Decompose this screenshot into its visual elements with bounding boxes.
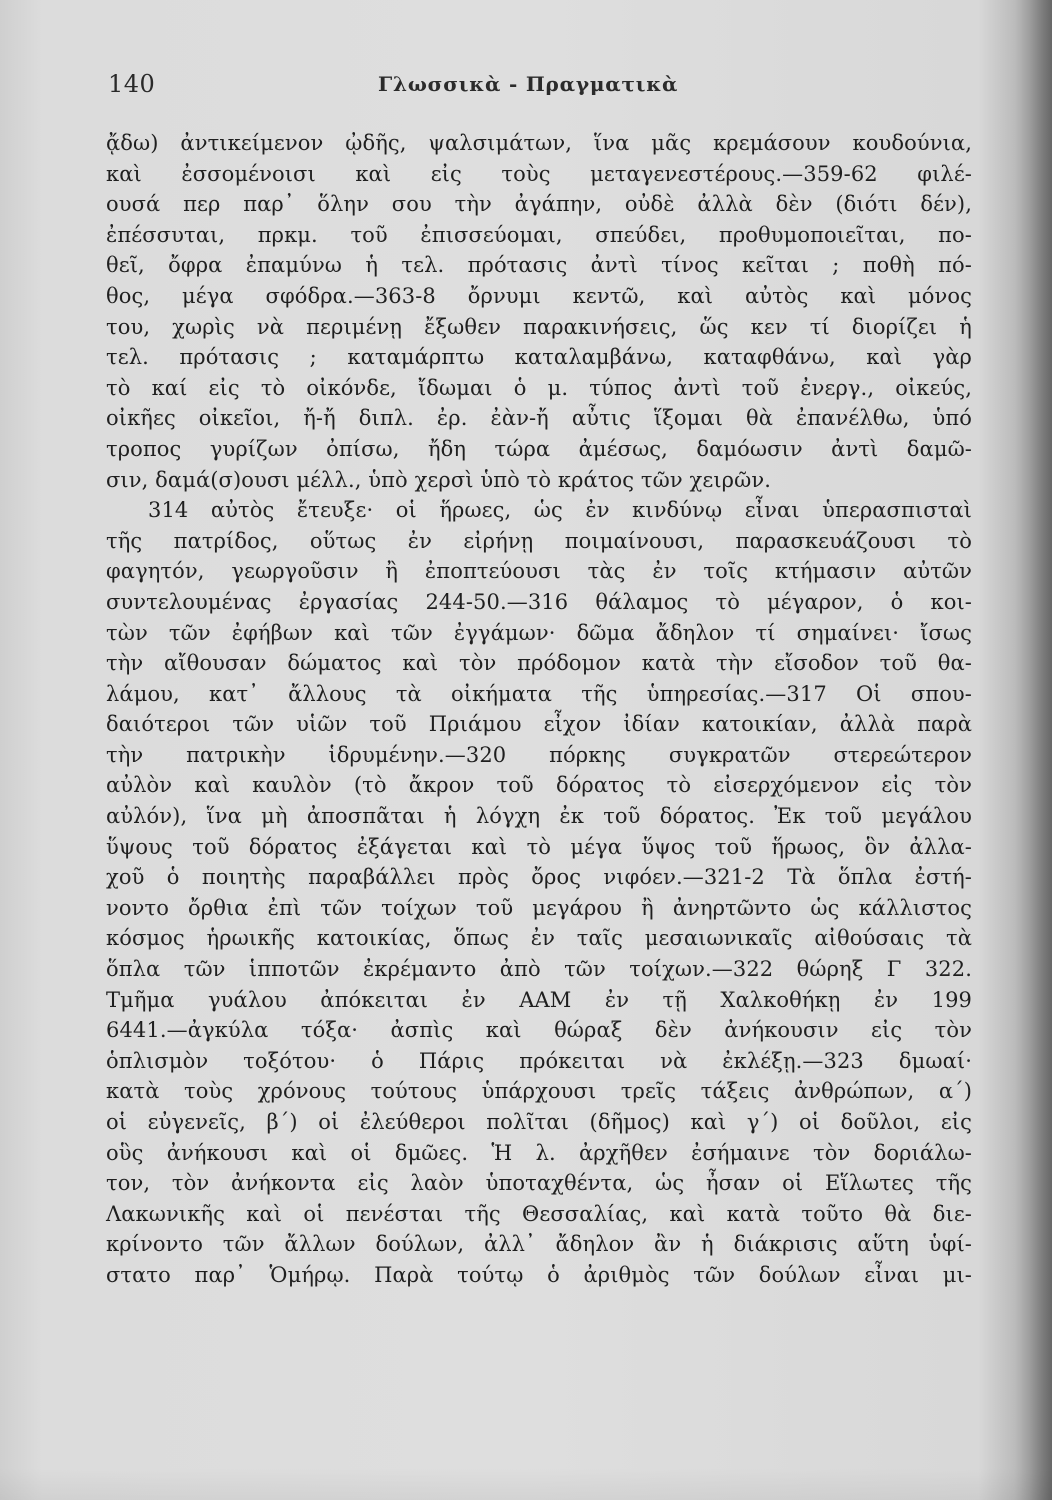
text-line: Τμῆμα γυάλου ἀπόκειται ἐν ΑΑΜ ἐν τῇ Χαλκοθήκῃ ἐν 199 xyxy=(106,987,972,1012)
text-line: καὶ ἐσσομένοισι καὶ εἰς τοὺς μεταγενεστέρους.—359-62 φιλέ- xyxy=(106,161,972,186)
text-line: τὴν αἴθουσαν δώματος καὶ τὸν πρόδομον κατὰ τὴν εἴσοδον τοῦ θα- xyxy=(106,651,972,676)
page-header xyxy=(108,70,968,110)
text-line: λάμου, κατ᾽ ἄλλους τὰ οἰκήματα τῆς ὑπηρεσίας.—317 Οἱ σπου- xyxy=(106,681,972,706)
text-line: συντελουμένας ἐργασίας 244-50.—316 θάλαμος τὸ μέγαρον, ὁ κοι- xyxy=(106,589,972,614)
text-line: τὼν τῶν ἐφήβων καὶ τῶν ἐγγάμων· δῶμα ἄδηλον τί σημαίνει· ἴσως xyxy=(106,620,972,645)
text-line: ὅπλα τῶν ἱπποτῶν ἐκρέμαντο ἀπὸ τῶν τοίχων.—322 θώρηξ Γ 322. xyxy=(106,957,972,982)
text-line: θεῖ, ὄφρα ἐπαμύνω ἡ τελ. πρότασις ἀντὶ τίνος κεῖται ; ποθὴ πό- xyxy=(106,253,972,278)
text-line: αὐλόν), ἵνα μὴ ἀποσπᾶται ἡ λόγχη ἐκ τοῦ δόρατος. Ἐκ τοῦ μεγάλου xyxy=(106,804,972,829)
page-bottom-shade xyxy=(0,1468,1052,1500)
text-line: οἰκῆες οἰκεῖοι, ἤ-ἤ διπλ. ἐρ. ἐὰν-ἤ αὖτις ἵξομαι θὰ ἐπανέλθω, ὑπό xyxy=(106,406,972,431)
commentary-text xyxy=(106,128,972,1291)
text-line: 314 αὐτὸς ἔτευξε· οἱ ἥρωες, ὡς ἐν κινδύνῳ εἶναι ὑπερασπισταὶ xyxy=(148,498,972,523)
text-line: ουσά περ παρ᾽ ὅλην σου τὴν ἀγάπην, οὐδὲ ἀλλὰ δὲν (διότι δέν), xyxy=(106,192,972,217)
text-line: ὕψους τοῦ δόρατος ἐξάγεται καὶ τὸ μέγα ὕψος τοῦ ἥρωος, ὃν ἀλλα- xyxy=(106,834,972,859)
text-line: κατὰ τοὺς χρόνους τούτους ὑπάρχουσι τρεῖς τάξεις ἀνθρώπων, α΄) xyxy=(106,1079,972,1104)
text-line: τῆς πατρίδος, οὕτως ἐν εἰρήνῃ ποιμαίνουσι, παρασκευάζουσι τὸ xyxy=(106,528,972,553)
text-line: φαγητόν, γεωργοῦσιν ἢ ἐποπτεύουσι τὰς ἐν τοῖς κτήμασιν αὐτῶν xyxy=(106,559,972,584)
text-line: Λακωνικῆς καὶ οἱ πενέσται τῆς Θεσσαλίας, καὶ κατὰ τοῦτο θὰ διε- xyxy=(106,1201,972,1226)
text-line: χοῦ ὁ ποιητὴς παραβάλλει πρὸς ὄρος νιφόεν.—321-2 Τὰ ὅπλα ἐστή- xyxy=(106,865,972,890)
text-line: τὴν πατρικὴν ἱδρυμένην.—320 πόρκης συγκρατῶν στερεώτερον xyxy=(106,742,972,767)
text-line: τροπος γυρίζων ὀπίσω, ἤδη τώρα ἀμέσως, δαμόωσιν ἀντὶ δαμῶ- xyxy=(106,436,972,461)
page-gutter-shadow xyxy=(1014,0,1052,1500)
text-line: στατο παρ᾽ Ὁμήρῳ. Παρὰ τούτῳ ὁ ἀριθμὸς τῶν δούλων εἶναι μι- xyxy=(106,1262,972,1287)
text-line: 6441.—ἀγκύλα τόξα· ἀσπὶς καὶ θώραξ δὲν ἀνήκουσιν εἰς τὸν xyxy=(106,1018,972,1043)
text-line: θος, μέγα σφόδρα.—363-8 ὄρνυμι κεντῶ, καὶ αὐτὸς καὶ μόνος xyxy=(106,283,972,308)
text-line: ὁπλισμὸν τοξότου· ὁ Πάρις πρόκειται νὰ ἐκλέξῃ.—323 δμωαί· xyxy=(106,1048,972,1073)
text-line: τελ. πρότασις ; καταμάρπτω καταλαμβάνω, καταφθάνω, καὶ γὰρ xyxy=(106,345,972,370)
text-line: αὐλὸν καὶ καυλὸν (τὸ ἄκρον τοῦ δόρατος τὸ εἰσερχόμενον εἰς τὸν xyxy=(106,773,972,798)
text-line: οἱ εὐγενεῖς, β΄) οἱ ἐλεύθεροι πολῖται (δῆμος) καὶ γ΄) οἱ δοῦλοι, εἰς xyxy=(106,1110,972,1134)
text-line: του, χωρὶς νὰ περιμένῃ ἔξωθεν παρακινήσεις, ὥς κεν τί διορίζει ἡ xyxy=(106,314,972,339)
text-line: ᾄδω) ἀντικείμενον ᾠδῆς, ψαλσιμάτων, ἵνα μᾶς κρεμάσουν κουδούνια, xyxy=(106,131,972,155)
text-line: σιν, δαμά(σ)ουσι μέλλ., ὑπὸ χερσὶ ὑπὸ τὸ κράτος τῶν χειρῶν. xyxy=(106,467,771,492)
text-line: κόσμος ἡρωικῆς κατοικίας, ὅπως ἐν ταῖς μεσαιωνικαῖς αἰθούσαις τὰ xyxy=(106,926,972,951)
text-line: κρίνοντο τῶν ἄλλων δούλων, ἀλλ᾽ ἄδηλον ἂν ἡ διάκρισις αὕτη ὑφί- xyxy=(106,1232,972,1257)
text-line: δαιότεροι τῶν υἱῶν τοῦ Πριάμου εἶχον ἰδίαν κατοικίαν, ἀλλὰ παρὰ xyxy=(106,712,972,737)
text-line: οὓς ἀνήκουσι καὶ οἱ δμῶες. Ἡ λ. ἀρχῆθεν ἐσήμαινε τὸν δοριάλω- xyxy=(106,1140,972,1165)
text-line: ἐπέσσυται, πρκμ. τοῦ ἐπισσεύομαι, σπεύδει, προθυμοποιεῖται, πο- xyxy=(106,222,972,247)
text-line: νοντο ὄρθια ἐπὶ τῶν τοίχων τοῦ μεγάρου ἢ ἀνηρτῶντο ὡς κάλλιστος xyxy=(106,895,972,920)
text-line: τὸ καί εἰς τὸ οἰκόνδε, ἴδωμαι ὁ μ. τύπος ἀντὶ τοῦ ἐνεργ., οἰκεύς, xyxy=(106,375,972,400)
running-head: Γλωσσικὰ - Πραγματικὰ xyxy=(378,72,679,96)
page-number: 140 xyxy=(108,70,156,98)
text-line: τον, τὸν ἀνήκοντα εἰς λαὸν ὑποταχθέντα, ὡς ἦσαν οἱ Εἵλωτες τῆς xyxy=(106,1171,972,1196)
